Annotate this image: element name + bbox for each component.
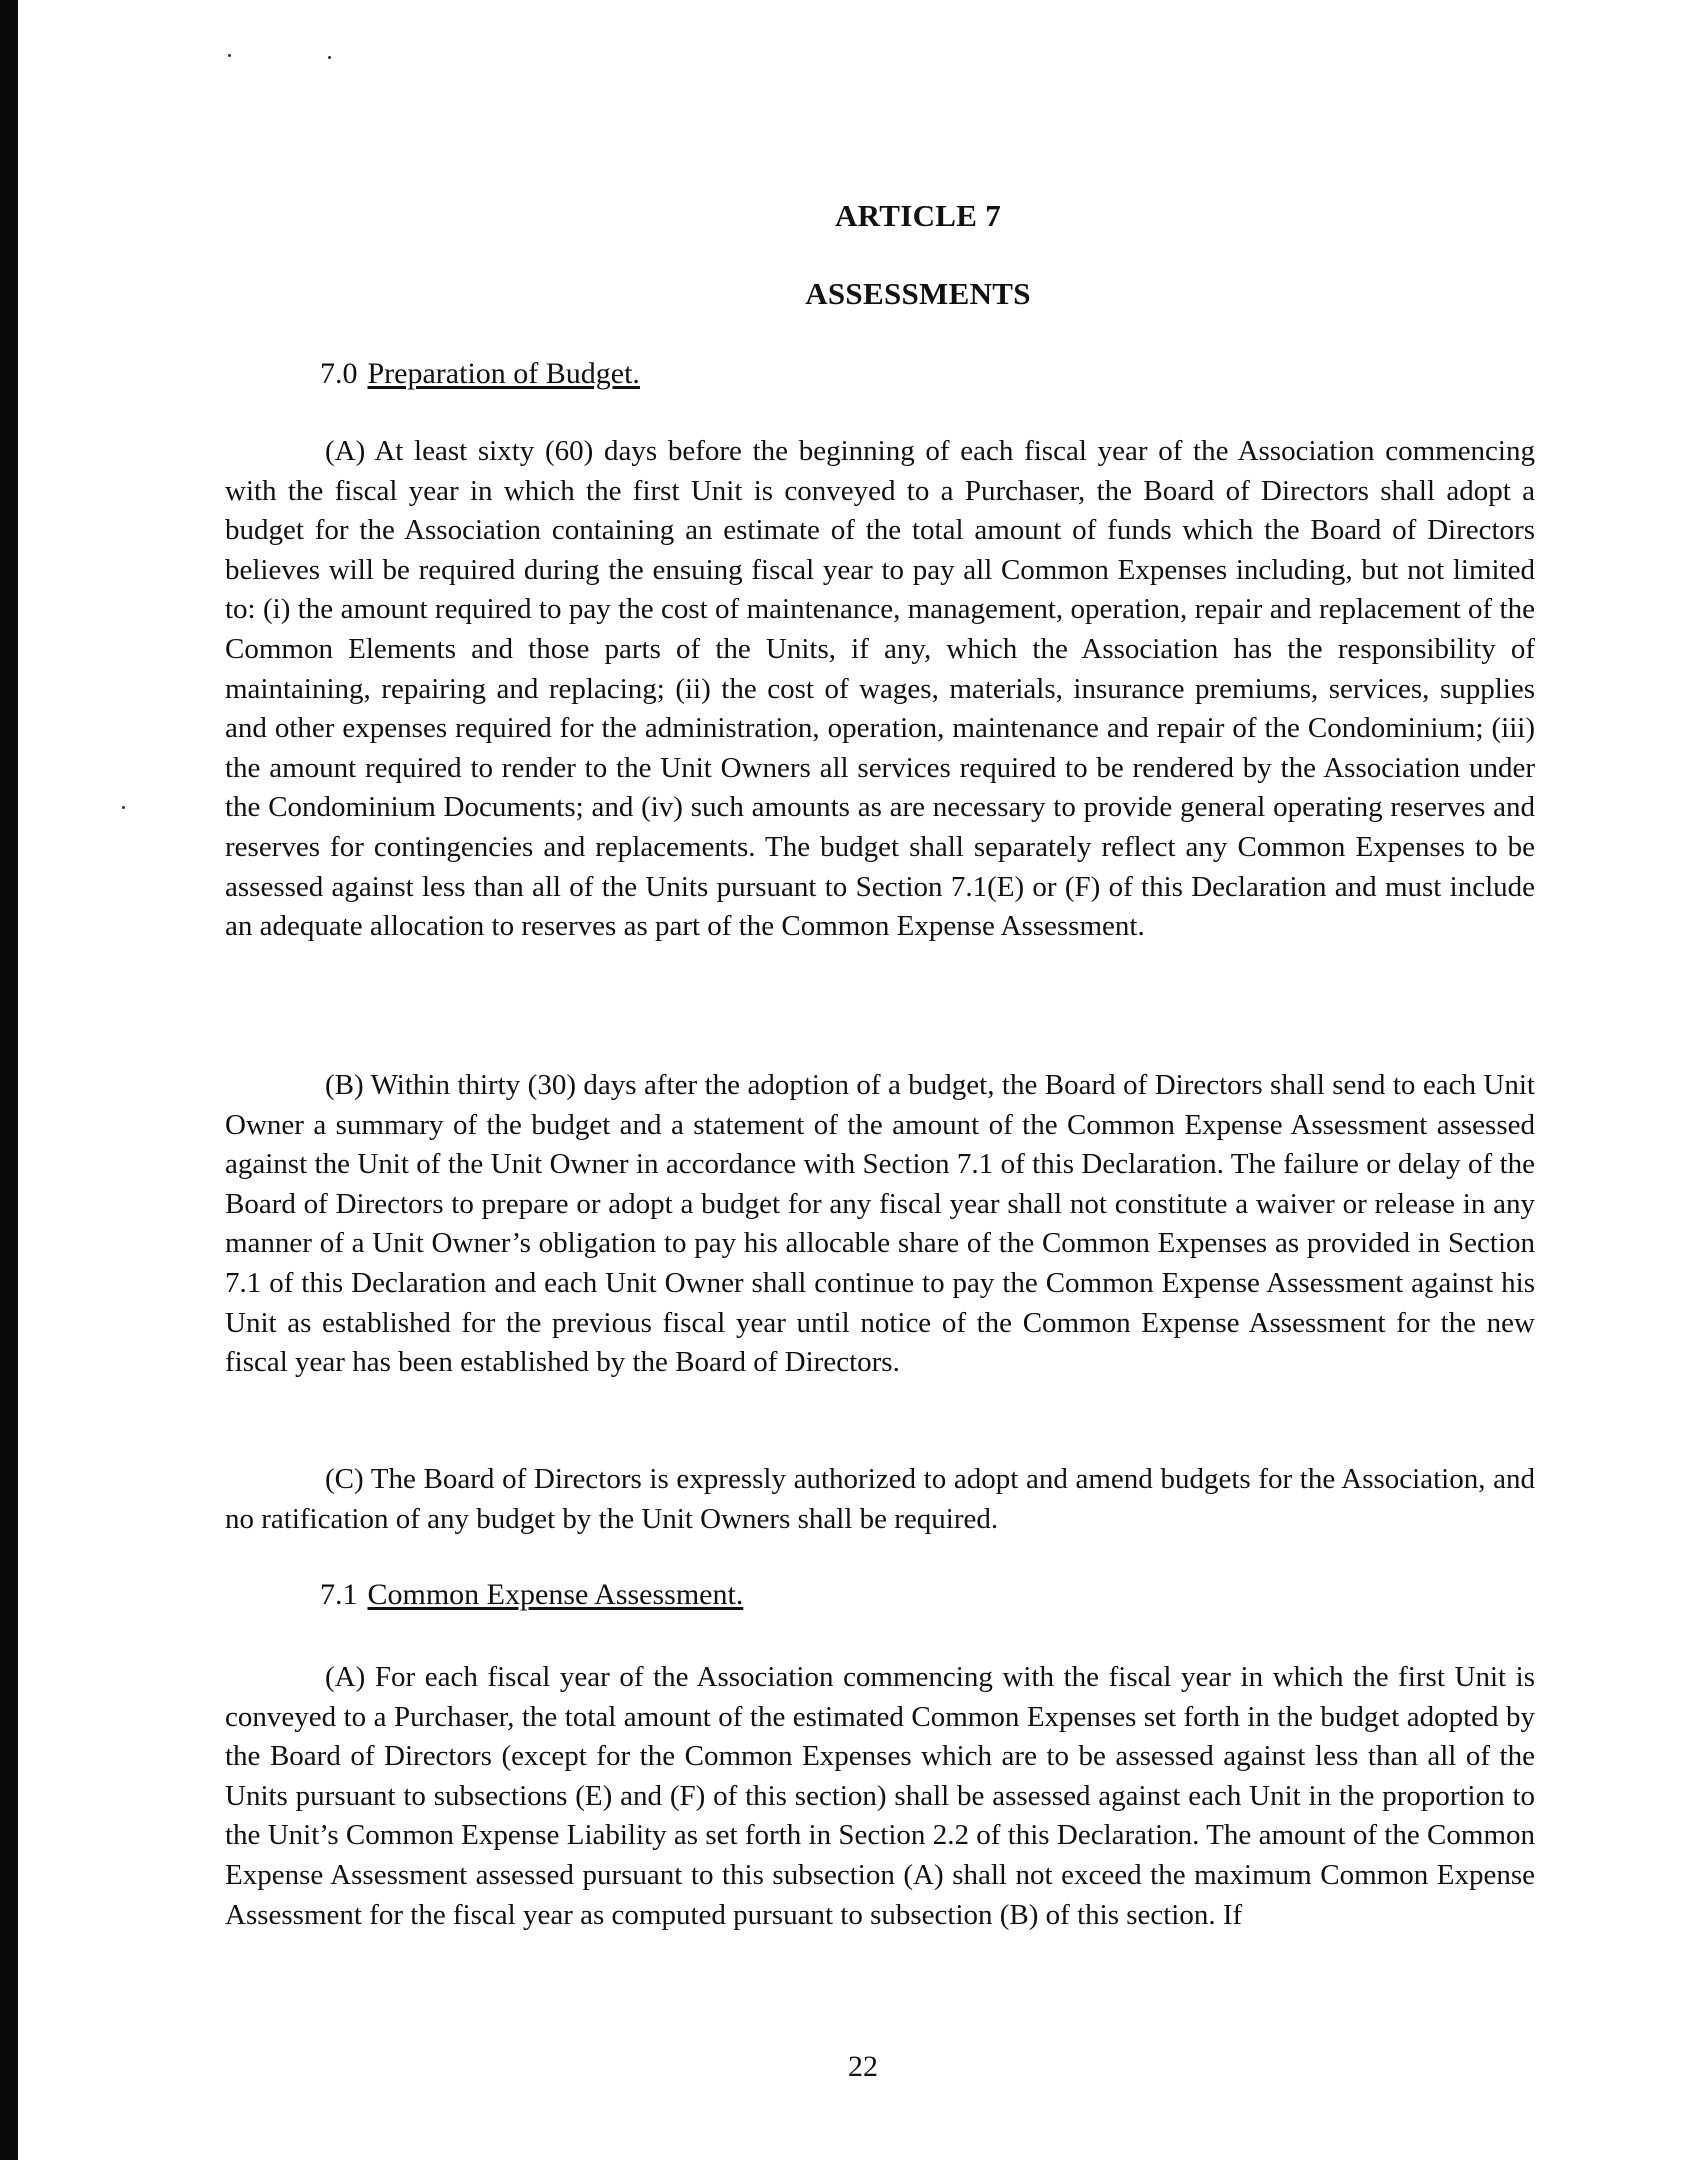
section-heading-7-1	[320, 1578, 743, 1612]
section-title: Preparation of Budget.	[367, 357, 640, 390]
article-number: ARTICLE 7	[834, 198, 1002, 233]
paragraph-7-0-b: (B) Within thirty (30) days after the adoption of a budget, the Board of Directors shall send to each Unit Owner a summary of the budget and a statement of the amount of the Common Expense Assessment assessed against the Unit of the Unit Owner in accordance with Section 7.1 of this Declaration. The failure or delay of the Board of Directors to prepare or adopt a budget for any fiscal year shall not constitute a waiver or release in any manner of a Unit Owner’s obligation to pay his allocable share of the Common Expenses as provided in Section 7.1 of this Declaration and each Unit Owner shall continue to pay the Common Expense Assessment against his Unit as established for the previous fiscal year until notice of the Common Expense Assessment for the new fiscal year has been established by the Board of Directors.	[225, 1069, 1535, 1379]
paragraph-7-1-a: (A) For each fiscal year of the Association commencing with the fiscal year in which the first Unit is conveyed to a Purchaser, the total amount of the estimated Common Expenses set forth in the budget adopted by the Board of Directors (except for the Common Expenses which are to be assessed against less than all of the Units pursuant to subsections (E) and (F) of this section) shall be assessed against each Unit in the proportion to the Unit’s Common Expense Liability as set forth in Section 2.2 of this Declaration. The amount of the Common Expense Assessment assessed pursuant to this subsection (A) shall not exceed the maximum Common Expense Assessment for the fiscal year as computed pursuant to subsection (B) of this section. If	[225, 1661, 1535, 1931]
scan-speck	[122, 806, 125, 809]
article-title: ASSESSMENTS	[805, 276, 1031, 311]
scan-speck	[328, 56, 331, 59]
section-number: 7.0	[320, 357, 358, 390]
paragraph-7-0-a: (A) At least sixty (60) days before the beginning of each fiscal year of the Association commencing with the fiscal year in which the first Unit is conveyed to a Purchaser, the Board of Directors shall adopt a budget for the Association containing an estimate of the total amount of funds which the Board of Directors believes will be required during the ensuing fiscal year to pay all Common Expenses including, but not limited to: (i) the amount required to pay the cost of maintenance, management, operation, repair and replacement of the Common Elements and those parts of the Units, if any, which the Association has the responsibility of maintaining, repairing and replacing; (ii) the cost of wages, materials, insurance premiums, services, supplies and other expenses required for the administration, operation, maintenance and repair of the Condominium; (iii) the amount required to render to the Unit Owners all services required to be rendered by the Association under the Condominium Documents; and (iv) such amounts as are necessary to provide general operating reserves and reserves for contingencies and replacements. The budget shall separately reflect any Common Expenses to be assessed against less than all of the Units pursuant to Section 7.1(E) or (F) of this Declaration and must include an adequate allocation to reserves as part of the Common Expense Assessment.	[225, 435, 1535, 943]
section-title: Common Expense Assessment.	[367, 1578, 744, 1611]
scan-edge-bar	[0, 0, 18, 2160]
section-number: 7.1	[320, 1578, 358, 1611]
paragraph-7-0-c: (C) The Board of Directors is expressly authorized to adopt and amend budgets for the Association, and no ratification of any budget by the Unit Owners shall be required.	[225, 1463, 1535, 1535]
section-heading-7-0	[320, 357, 640, 391]
scan-speck	[228, 54, 231, 57]
page-number: 22	[848, 2050, 878, 2083]
